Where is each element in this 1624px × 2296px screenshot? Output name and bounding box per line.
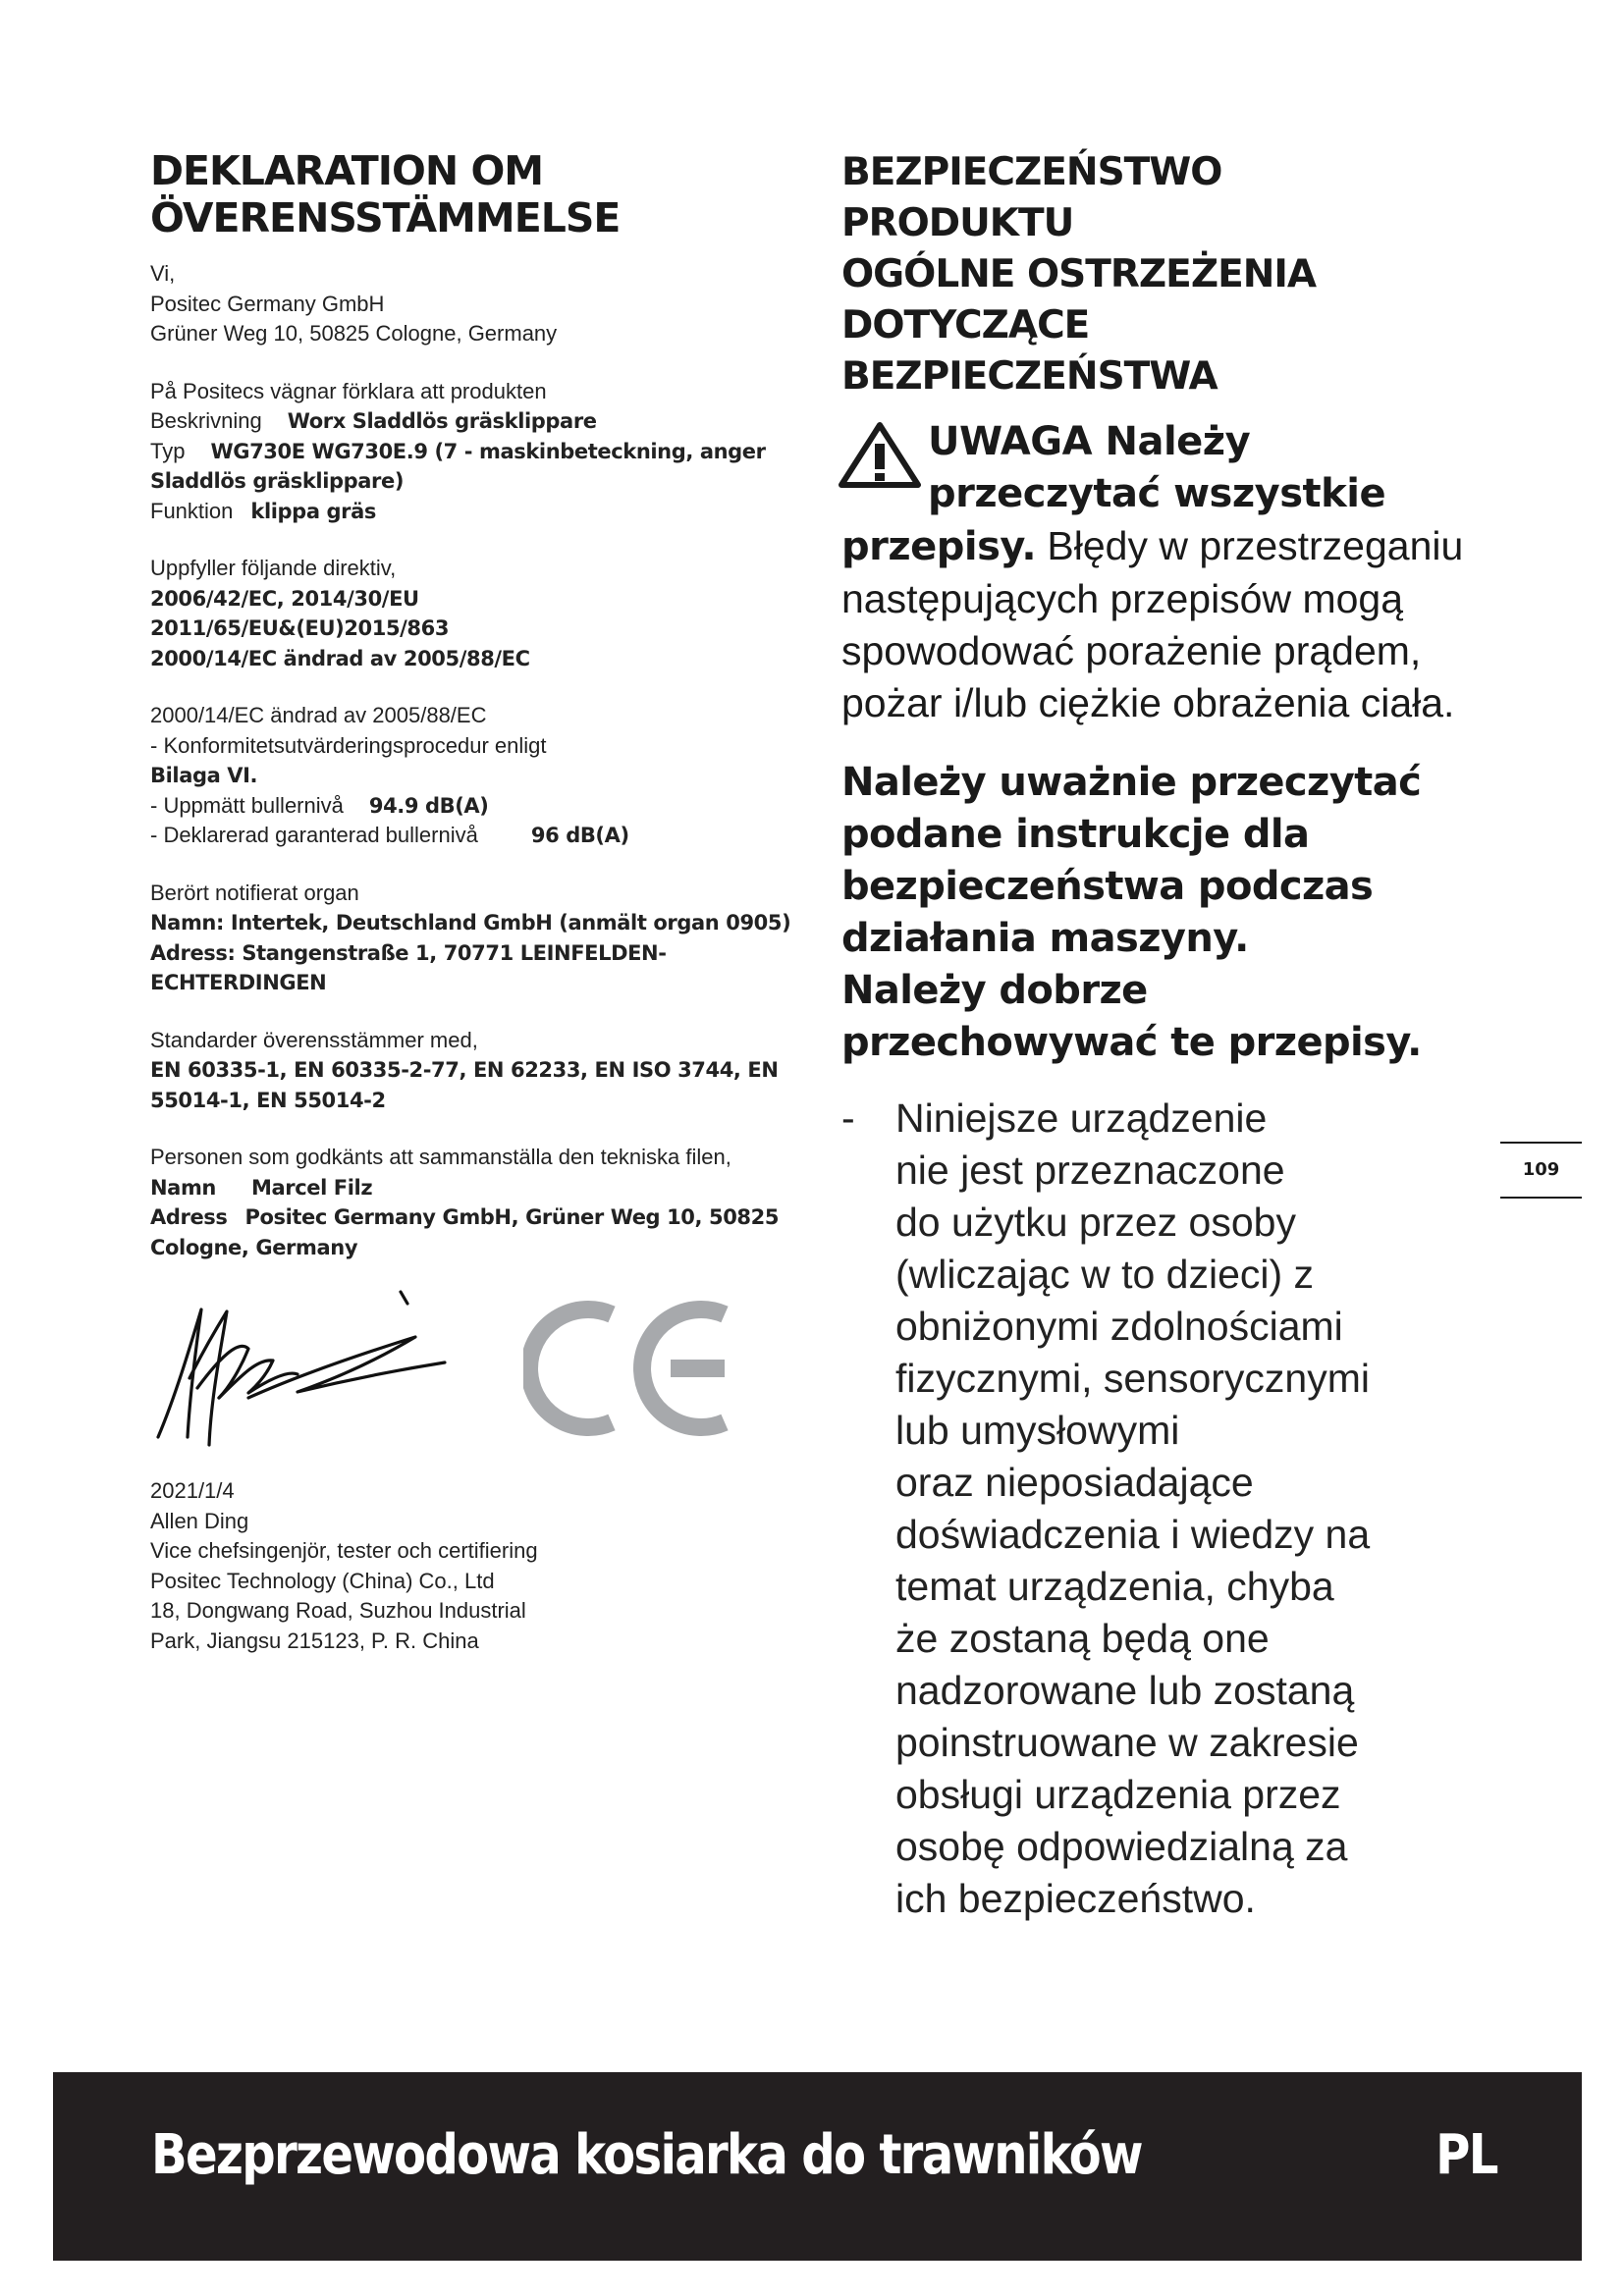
warning-heading: przepisy. [841, 524, 1037, 569]
measured-noise-label: - Uppmätt bullernivå [150, 792, 344, 818]
conformity-annex: Bilaga VI. [150, 764, 258, 787]
directives-intro: Uppfyller följande direktiv, [150, 556, 397, 580]
standards-block [150, 1026, 798, 1116]
instruction-line: Należy uważnie przeczytać [841, 760, 1422, 805]
warning-heading: UWAGA Należy [928, 419, 1251, 464]
measured-noise-value: 94.9 dB(A) [368, 793, 489, 818]
signatory-line: 18, Dongwang Road, Suzhou Industrial [150, 1598, 526, 1623]
bullet-line: doświadczenia i wiedzy na [895, 1512, 1371, 1557]
safety-title-line: PRODUKTU [841, 201, 1074, 245]
instruction-notice [841, 757, 1489, 1069]
product-function-value: klippa gräs [250, 499, 376, 523]
bullet-line: (wliczając w to dzieci) z [895, 1252, 1315, 1297]
safety-column [841, 147, 1489, 1925]
technical-file-name [150, 1173, 798, 1203]
product-function [150, 497, 798, 527]
bullet-dash: - [841, 1095, 855, 1141]
declaration-column [150, 147, 798, 1683]
directive-line: 2000/14/EC ändrad av 2005/88/EC [150, 646, 530, 670]
conformity-line: - Konformitetsutvärderingsprocedur enligt [150, 732, 547, 758]
declarer-line: Vi, [150, 261, 176, 286]
general-warning [841, 416, 1489, 729]
product-block [150, 377, 798, 527]
safety-bullet [841, 1093, 1489, 1925]
conformity-block [150, 701, 798, 851]
technical-file-block [150, 1143, 798, 1262]
conformity-line: 2000/14/EC ändrad av 2005/88/EC [150, 703, 487, 727]
product-type-value: WG730E WG730E.9 (7 - maskinbeteckning, anger Sladdlös gräsklippare) [150, 439, 766, 493]
technical-file-name-value: Marcel Filz [250, 1175, 373, 1200]
bullet-line: lub umysłowymi [895, 1408, 1180, 1453]
bullet-line: nadzorowane lub zostaną [895, 1668, 1355, 1713]
signatory-line: 2021/1/4 [150, 1478, 235, 1503]
bullet-line: oraz nieposiadające [895, 1460, 1254, 1505]
signatory-line: Vice chefsingenjör, tester och certifiering [150, 1538, 538, 1563]
technical-file-intro: Personen som godkänts att sammanställa den tekniska filen, [150, 1145, 731, 1169]
safety-title [841, 147, 1489, 402]
product-type [150, 437, 798, 497]
product-type-label: Typ [150, 438, 186, 463]
notified-body-intro: Berört notifierat organ [150, 880, 359, 905]
guaranteed-noise [150, 821, 798, 851]
warning-triangle-icon [838, 420, 922, 489]
bullet-line: osobę odpowiedzialną za [895, 1824, 1348, 1869]
bullet-line: nie jest przeznaczone [895, 1148, 1285, 1193]
technical-file-address-label: Adress [150, 1205, 228, 1229]
measured-noise [150, 791, 798, 822]
standards-value: EN 60335-1, EN 60335-2-77, EN 62233, EN ISO 3744, EN 55014-1, EN 55014-2 [150, 1058, 779, 1112]
safety-title-line: BEZPIECZEŃSTWO [841, 150, 1222, 194]
bullet-line: do użytku przez osoby [895, 1200, 1296, 1245]
product-description-value: Worx Sladdlös gräsklippare [287, 409, 597, 433]
product-description-label: Beskrivning [150, 408, 262, 433]
declaration-title-line: ÖVERENSSTÄMMELSE [150, 194, 621, 241]
bullet-line: ich bezpieczeństwo. [895, 1876, 1256, 1921]
technical-file-address [150, 1202, 798, 1262]
notified-body-address: Adress: Stangenstraße 1, 70771 LEINFELDEN-ECHTERDINGEN [150, 940, 667, 994]
footer-language: PL [1435, 2123, 1497, 2187]
signatory-line: Allen Ding [150, 1508, 249, 1533]
instruction-line: Należy dobrze [841, 968, 1148, 1013]
declaration-title [150, 147, 798, 241]
directive-line: 2011/65/EU&(EU)2015/863 [150, 616, 450, 640]
declaration-title-line: DEKLARATION OM [150, 147, 544, 194]
signature-row [150, 1290, 798, 1457]
signatory-block [150, 1476, 798, 1656]
bullet-line: obniżonymi zdolnościami [895, 1304, 1343, 1349]
notified-body-name: Namn: Intertek, Deutschland GmbH (anmält organ 0905) [150, 911, 791, 934]
footer-title: Bezprzewodowa kosiarka do trawników [151, 2123, 1142, 2187]
instruction-line: działania maszyny. [841, 916, 1249, 961]
footer-band [53, 2072, 1582, 2261]
ce-mark-icon [523, 1295, 739, 1442]
standards-intro: Standarder överensstämmer med, [150, 1027, 478, 1052]
bullet-line: obsługi urządzenia przez [895, 1772, 1341, 1817]
safety-title-line: DOTYCZĄCE [841, 303, 1090, 347]
declarer-line: Positec Germany GmbH [150, 291, 385, 316]
product-description [150, 406, 798, 437]
warning-text: Błędy w przestrzeganiu następujących przepisów mogą spowodować porażenie prądem, pożar i/lub ciężkie obrażenia ciała. [841, 523, 1464, 725]
signatory-line: Park, Jiangsu 215123, P. R. China [150, 1628, 479, 1653]
signature [150, 1290, 474, 1457]
instruction-line: podane instrukcje dla [841, 812, 1310, 857]
directives-block [150, 554, 798, 673]
notified-body-block [150, 879, 798, 998]
instruction-line: bezpieczeństwa podczas [841, 864, 1374, 909]
technical-file-address-value: Positec Germany GmbH, Grüner Weg 10, 50825 Cologne, Germany [150, 1205, 780, 1259]
directive-line: 2006/42/EC, 2014/30/EU [150, 586, 419, 611]
declarer-line: Grüner Weg 10, 50825 Cologne, Germany [150, 321, 558, 346]
warning-heading: przeczytać wszystkie [928, 471, 1386, 516]
page-number: 109 [1500, 1142, 1582, 1199]
bullet-line: fizycznymi, sensorycznymi [895, 1356, 1370, 1401]
declarer-block [150, 259, 798, 349]
product-function-label: Funktion [150, 498, 234, 523]
bullet-line: temat urządzenia, chyba [895, 1564, 1334, 1609]
signatory-line: Positec Technology (China) Co., Ltd [150, 1568, 495, 1593]
bullet-line: Niniejsze urządzenie [895, 1095, 1268, 1141]
guaranteed-noise-label: - Deklarerad garanterad bullernivå [150, 823, 478, 847]
bullet-line: poinstruowane w zakresie [895, 1720, 1359, 1765]
technical-file-name-label: Namn [150, 1175, 216, 1200]
instruction-line: przechowywać te przepisy. [841, 1020, 1422, 1065]
safety-title-line: BEZPIECZEŃSTWA [841, 354, 1218, 399]
bullet-line: że zostaną będą one [895, 1616, 1270, 1661]
product-intro: På Positecs vägnar förklara att produkten [150, 378, 547, 403]
bullet-text [895, 1093, 1489, 1925]
safety-title-line: OGÓLNE OSTRZEŻENIA [841, 252, 1317, 296]
guaranteed-noise-value: 96 dB(A) [530, 824, 629, 847]
